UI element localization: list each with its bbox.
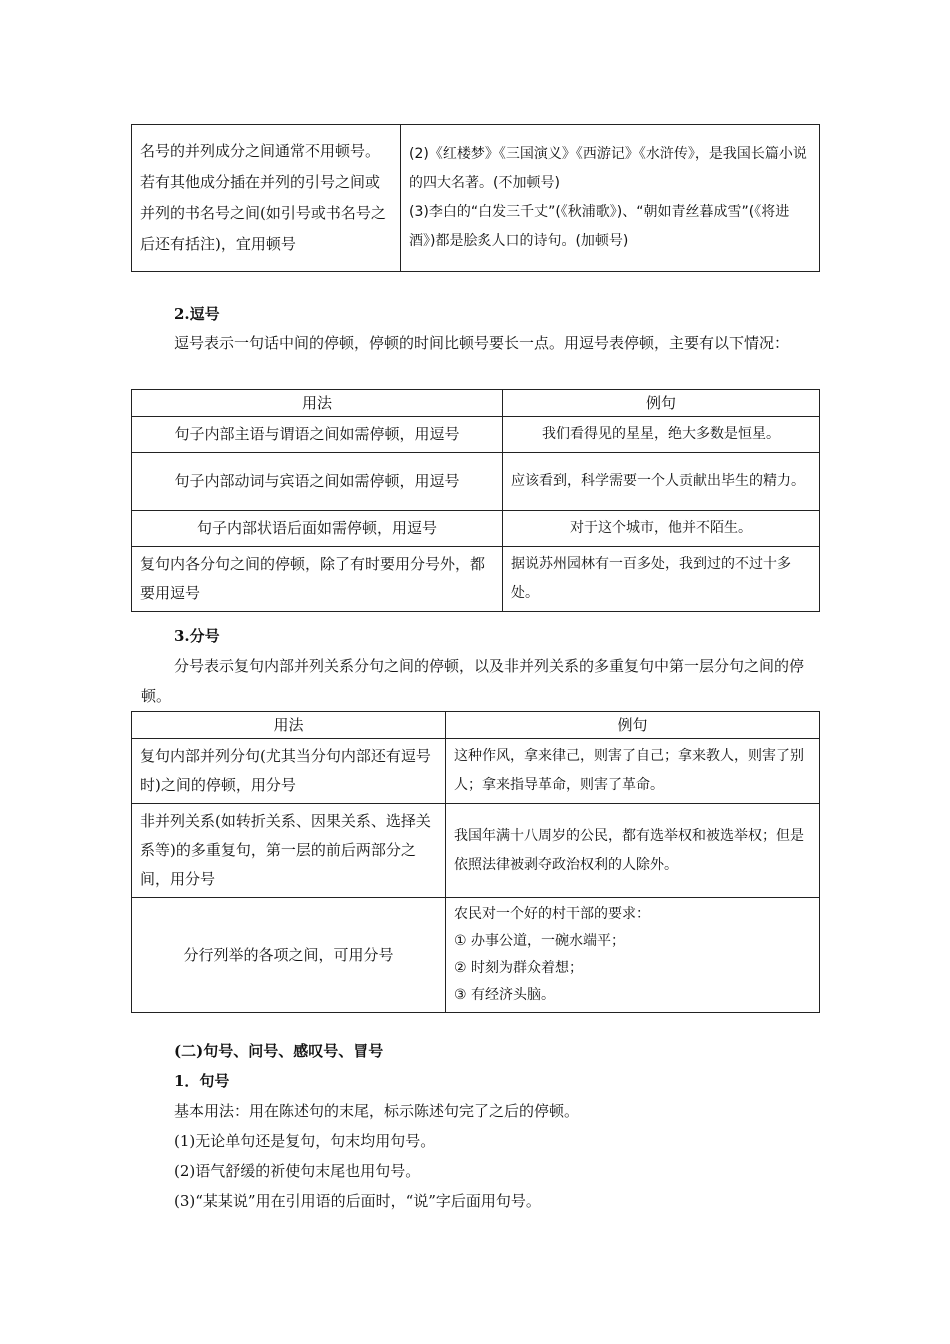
list-item: ② 时刻为群众着想； — [454, 960, 584, 976]
section-heading-semicolon: 3.分号 — [174, 627, 220, 645]
table-row — [132, 511, 820, 547]
body-line: 基本用法：用在陈述句的末尾，标示陈述句完了之后的停顿。 — [174, 1102, 580, 1120]
usage-cell: 句子内部主语与谓语之间如需停顿，用逗号 — [132, 417, 503, 453]
example-line: (3)李白的“白发三千丈”(《秋浦歌》)、“朝如青丝暮成雪”(《将进酒》)都是脍炙人口的诗句。(加顿号) — [409, 204, 790, 249]
subheading-period: 1．句号 — [174, 1072, 230, 1090]
example-cell: 对于这个城市，他并不陌生。 — [503, 511, 820, 547]
body-line: (1)无论单句还是复句，句末均用句号。 — [174, 1132, 436, 1150]
usage-cell: 句子内部状语后面如需停顿，用逗号 — [132, 511, 503, 547]
usage-cell — [132, 125, 401, 272]
body-line: (3)“某某说”用在引用语的后面时，“说”字后面用句号。 — [174, 1192, 541, 1210]
section-heading-comma: 2.逗号 — [174, 305, 220, 323]
list-item: ③ 有经济头脑。 — [454, 987, 556, 1003]
enumeration-comma-table-continued — [131, 124, 820, 272]
table-row — [132, 125, 820, 272]
usage-cell: 非并列关系(如转折关系、因果关系、选择关系等)的多重复句，第一层的前后两部分之间，用分号 — [132, 804, 446, 898]
table-row — [132, 453, 820, 511]
comma-usage-table — [131, 389, 820, 612]
example-cell: 我们看得见的星星，绝大多数是恒星。 — [503, 417, 820, 453]
list-item: ① 办事公道，一碗水端平； — [454, 933, 626, 949]
column-header-example: 例句 — [446, 712, 820, 739]
example-cell: 我国年满十八周岁的公民，都有选举权和被选举权；但是依照法律被剥夺政治权利的人除外。 — [446, 804, 820, 898]
list-item: 农民对一个好的村干部的要求： — [454, 906, 650, 922]
table-header-row — [132, 390, 820, 417]
column-header-usage: 用法 — [132, 712, 446, 739]
table-row — [132, 547, 820, 612]
usage-text: 名号的并列成分之间通常不用顿号。若有其他成分插在并列的引号之间或并列的书名号之间(如引号或书名号之后还有括注)，宜用顿号 — [140, 142, 386, 253]
example-line: (2)《红楼梦》《三国演义》《西游记》《水浒传》，是我国长篇小说的四大名著。(不加顿号) — [409, 146, 807, 191]
usage-cell: 复句内各分句之间的停顿，除了有时要用分号外，都要用逗号 — [132, 547, 503, 612]
example-cell — [401, 125, 820, 272]
usage-cell: 复句内部并列分句(尤其当分句内部还有逗号时)之间的停顿，用分号 — [132, 739, 446, 804]
body-line: (2)语气舒缓的祈使句末尾也用句号。 — [174, 1162, 421, 1180]
table-row — [132, 898, 820, 1013]
example-cell: 据说苏州园林有一百多处，我到过的不过十多处。 — [503, 547, 820, 612]
example-cell: 应该看到，科学需要一个人贡献出毕生的精力。 — [503, 453, 820, 511]
table-row — [132, 804, 820, 898]
example-cell — [446, 898, 820, 1013]
table-row — [132, 739, 820, 804]
semicolon-intro: 分号表示复句内部并列关系分句之间的停顿，以及非并列关系的多重复句中第一层分句之间的停顿。 — [141, 657, 805, 705]
table-row — [132, 417, 820, 453]
example-cell: 这种作风，拿来律己，则害了自己；拿来教人，则害了别人；拿来指导革命，则害了革命。 — [446, 739, 820, 804]
usage-cell: 分行列举的各项之间，可用分号 — [132, 898, 446, 1013]
column-header-usage: 用法 — [132, 390, 503, 417]
usage-cell: 句子内部动词与宾语之间如需停顿，用逗号 — [132, 453, 503, 511]
semicolon-usage-table — [131, 711, 820, 1013]
comma-intro: 逗号表示一句话中间的停顿，停顿的时间比顿号要长一点。用逗号表停顿，主要有以下情况： — [174, 334, 790, 352]
section-heading-period-group: (二)句号、问号、感叹号、冒号 — [174, 1042, 384, 1060]
table-header-row — [132, 712, 820, 739]
column-header-example: 例句 — [503, 390, 820, 417]
